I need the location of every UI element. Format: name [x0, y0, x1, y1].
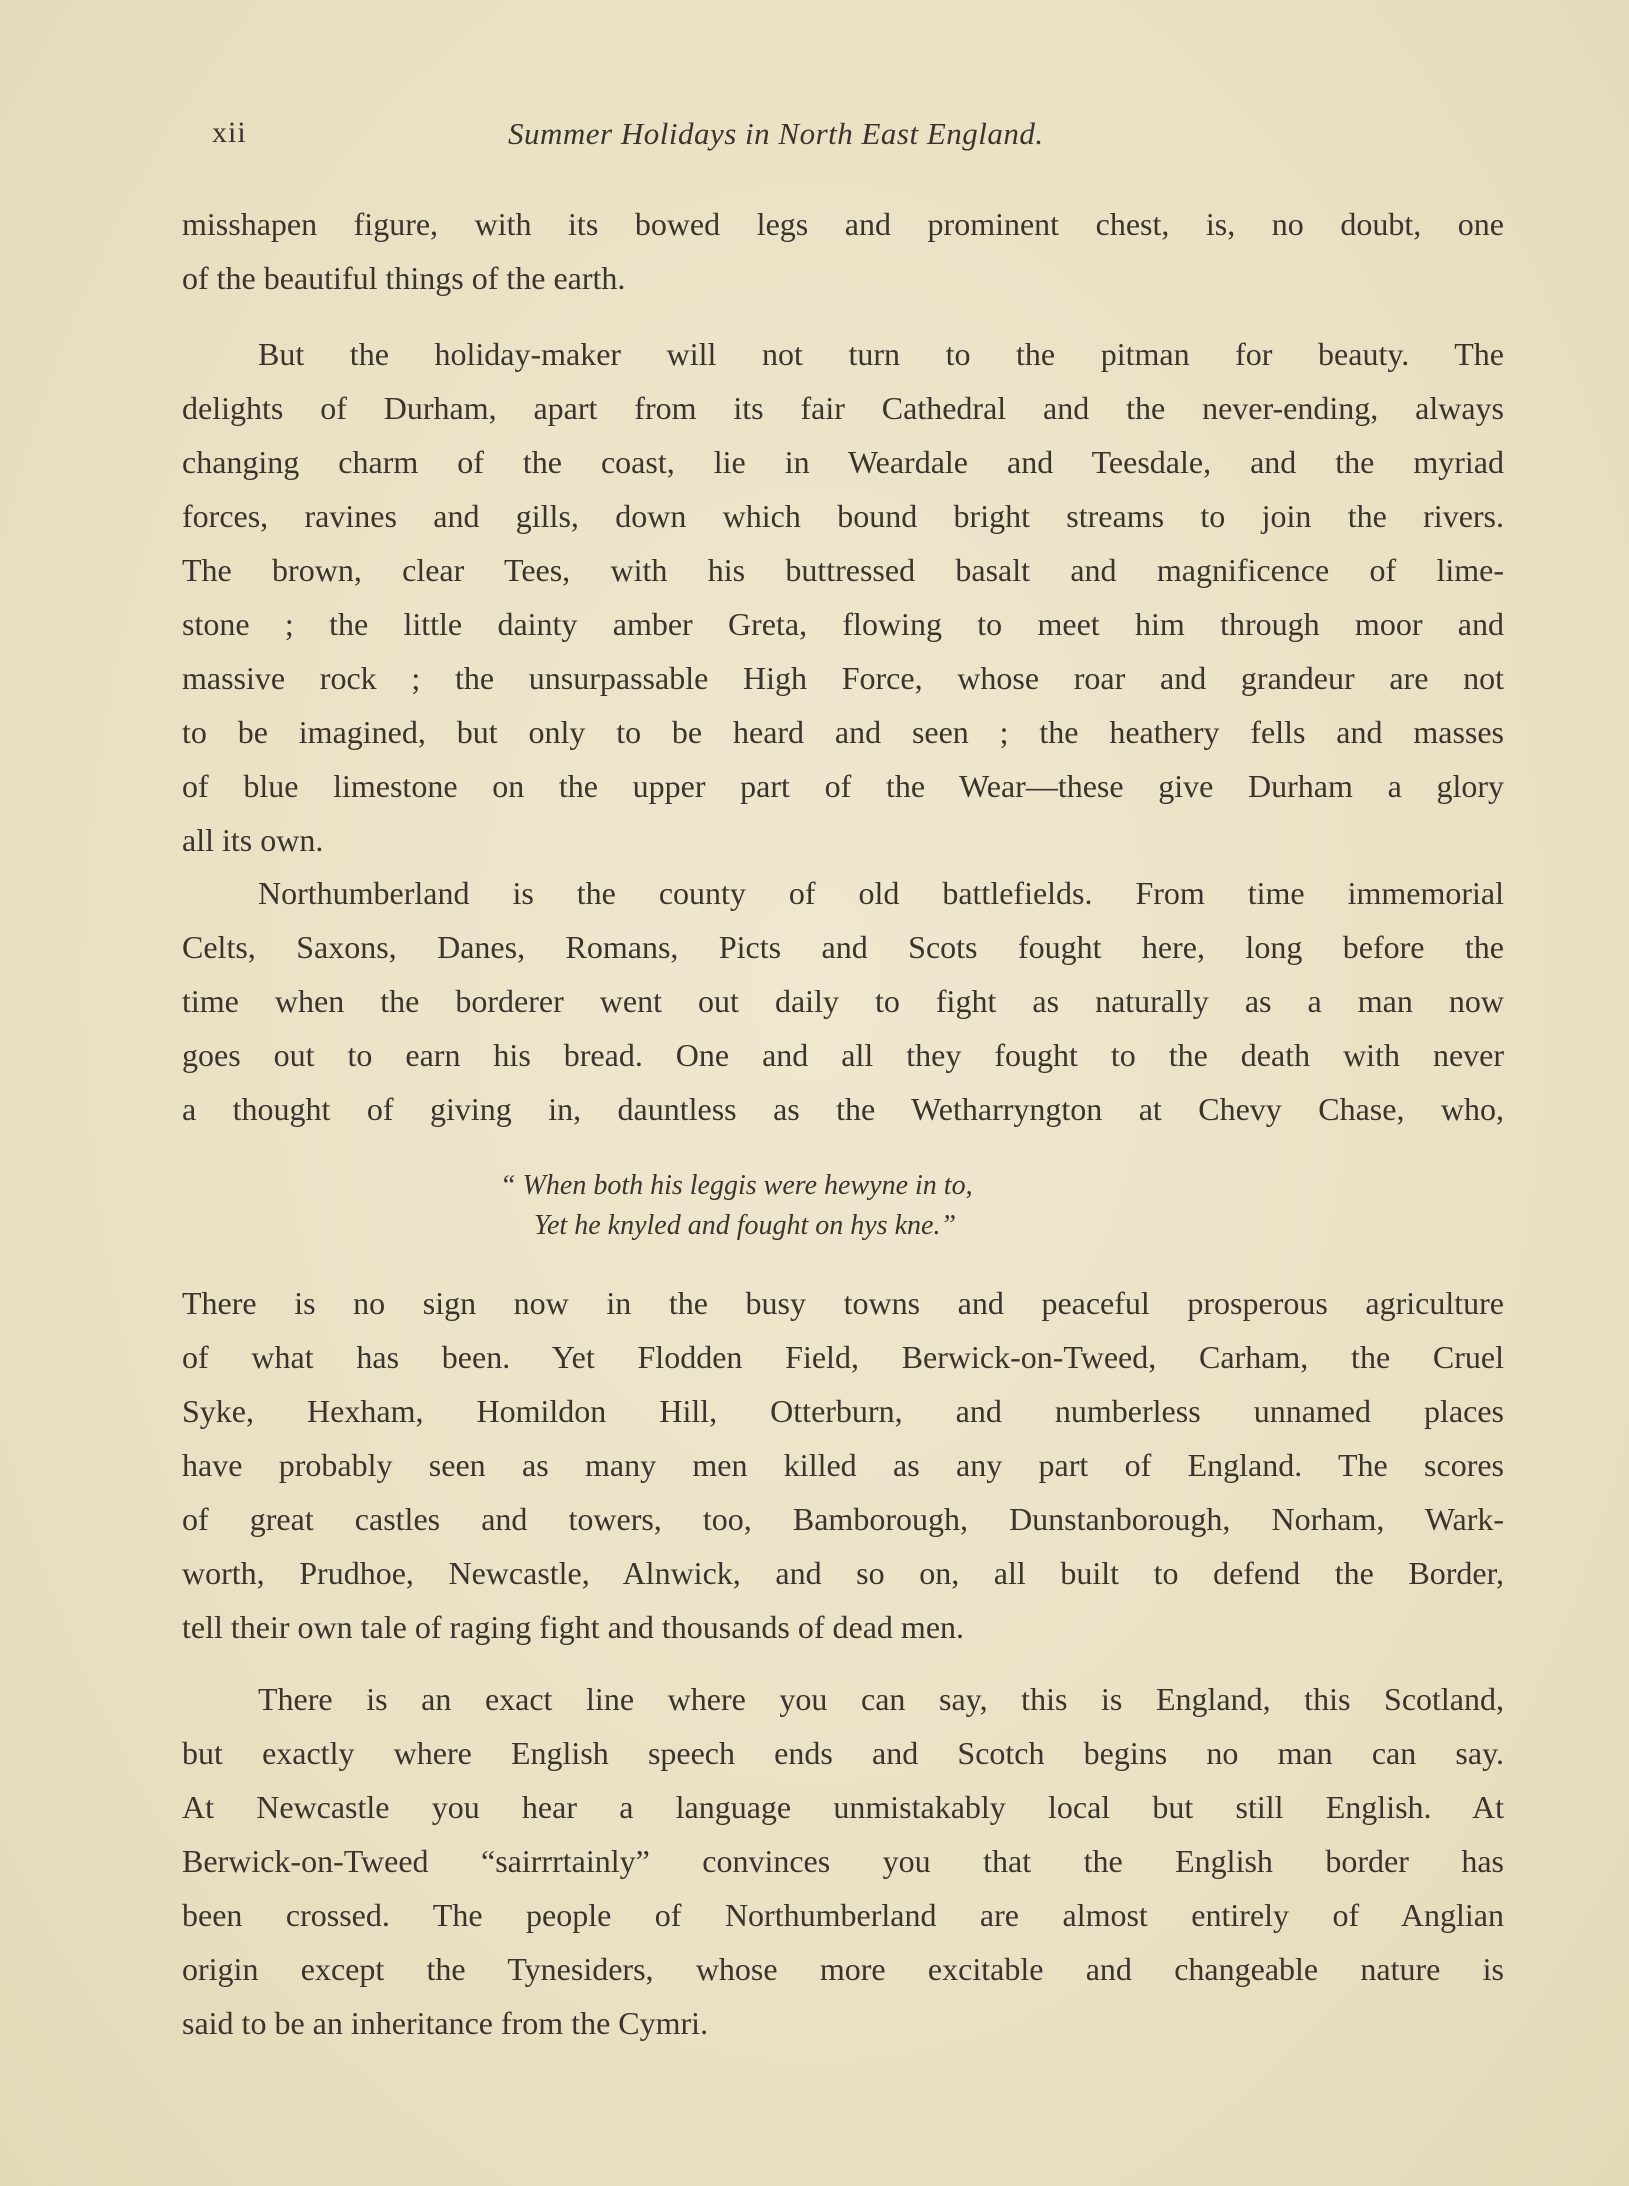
text-line: all its own. — [182, 822, 324, 858]
verse-line: “ When both his leggis were hewyne in to, — [500, 1170, 973, 1201]
text-line: There is an exact line where you can say, this is England, this Scotland, — [258, 1681, 1504, 1717]
text-line: of blue limestone on the upper part of the Wear—these give Durham a glory — [182, 768, 1504, 804]
text-line: but exactly where English speech ends and Scotch begins no man can say. — [182, 1735, 1504, 1771]
text-line: At Newcastle you hear a language unmistakably local but still English. At — [182, 1789, 1504, 1825]
text-line: to be imagined, but only to be heard and seen ; the heathery fells and masses — [182, 714, 1504, 750]
verse-line: Yet he knyled and fought on hys kne.” — [534, 1210, 957, 1241]
text-line: time when the borderer went out daily to fight as naturally as a man now — [182, 983, 1504, 1019]
text-line: forces, ravines and gills, down which bound bright streams to join the rivers. — [182, 498, 1504, 534]
text-line: been crossed. The people of Northumberland are almost entirely of Anglian — [182, 1897, 1504, 1933]
text-line: changing charm of the coast, lie in Weardale and Teesdale, and the myriad — [182, 444, 1504, 480]
text-line: a thought of giving in, dauntless as the Wetharryngton at Chevy Chase, who, — [182, 1091, 1504, 1127]
text-line: of what has been. Yet Flodden Field, Berwick-on-Tweed, Carham, the Cruel — [182, 1339, 1504, 1375]
text-line: massive rock ; the unsurpassable High Force, whose roar and grandeur are not — [182, 660, 1504, 696]
paragraph-1 — [182, 197, 1504, 305]
text-line: Syke, Hexham, Homildon Hill, Otterburn, and numberless unnamed places — [182, 1393, 1504, 1429]
text-line: worth, Prudhoe, Newcastle, Alnwick, and so on, all built to defend the Border, — [182, 1555, 1504, 1591]
text-line: Celts, Saxons, Danes, Romans, Picts and Scots fought here, long before the — [182, 929, 1504, 965]
running-title: Summer Holidays in North East England. — [508, 116, 1044, 151]
text-line: The brown, clear Tees, with his buttressed basalt and magnificence of lime- — [182, 552, 1504, 588]
text-line: origin except the Tynesiders, whose more excitable and changeable nature is — [182, 1951, 1504, 1987]
text-line: Northumberland is the county of old battlefields. From time immemorial — [258, 875, 1504, 911]
text-line: stone ; the little dainty amber Greta, flowing to meet him through moor and — [182, 606, 1504, 642]
text-line: have probably seen as many men killed as any part of England. The scores — [182, 1447, 1504, 1483]
running-head — [212, 116, 1392, 160]
verse-quotation — [500, 1166, 1200, 1246]
paragraph-5 — [182, 1672, 1504, 2050]
text-line: delights of Durham, apart from its fair Cathedral and the never-ending, always — [182, 390, 1504, 426]
text-line: said to be an inheritance from the Cymri. — [182, 2005, 709, 2041]
text-line: of great castles and towers, too, Bamborough, Dunstanborough, Norham, Wark- — [182, 1501, 1504, 1537]
paragraph-3 — [182, 866, 1504, 1136]
text-line: of the beautiful things of the earth. — [182, 260, 626, 296]
text-line: misshapen figure, with its bowed legs and prominent chest, is, no doubt, one — [182, 206, 1504, 242]
text-line: Berwick-on-Tweed “sairrrtainly” convinces you that the English border has — [182, 1843, 1504, 1879]
text-line: But the holiday-maker will not turn to the pitman for beauty. The — [258, 336, 1504, 372]
text-line: goes out to earn his bread. One and all they fought to the death with never — [182, 1037, 1504, 1073]
paragraph-4 — [182, 1276, 1504, 1654]
paragraph-2 — [182, 327, 1504, 867]
text-line: tell their own tale of raging fight and thousands of dead men. — [182, 1609, 965, 1645]
text-line: There is no sign now in the busy towns and peaceful prosperous agriculture — [182, 1285, 1504, 1321]
page-number: xii — [212, 116, 247, 149]
